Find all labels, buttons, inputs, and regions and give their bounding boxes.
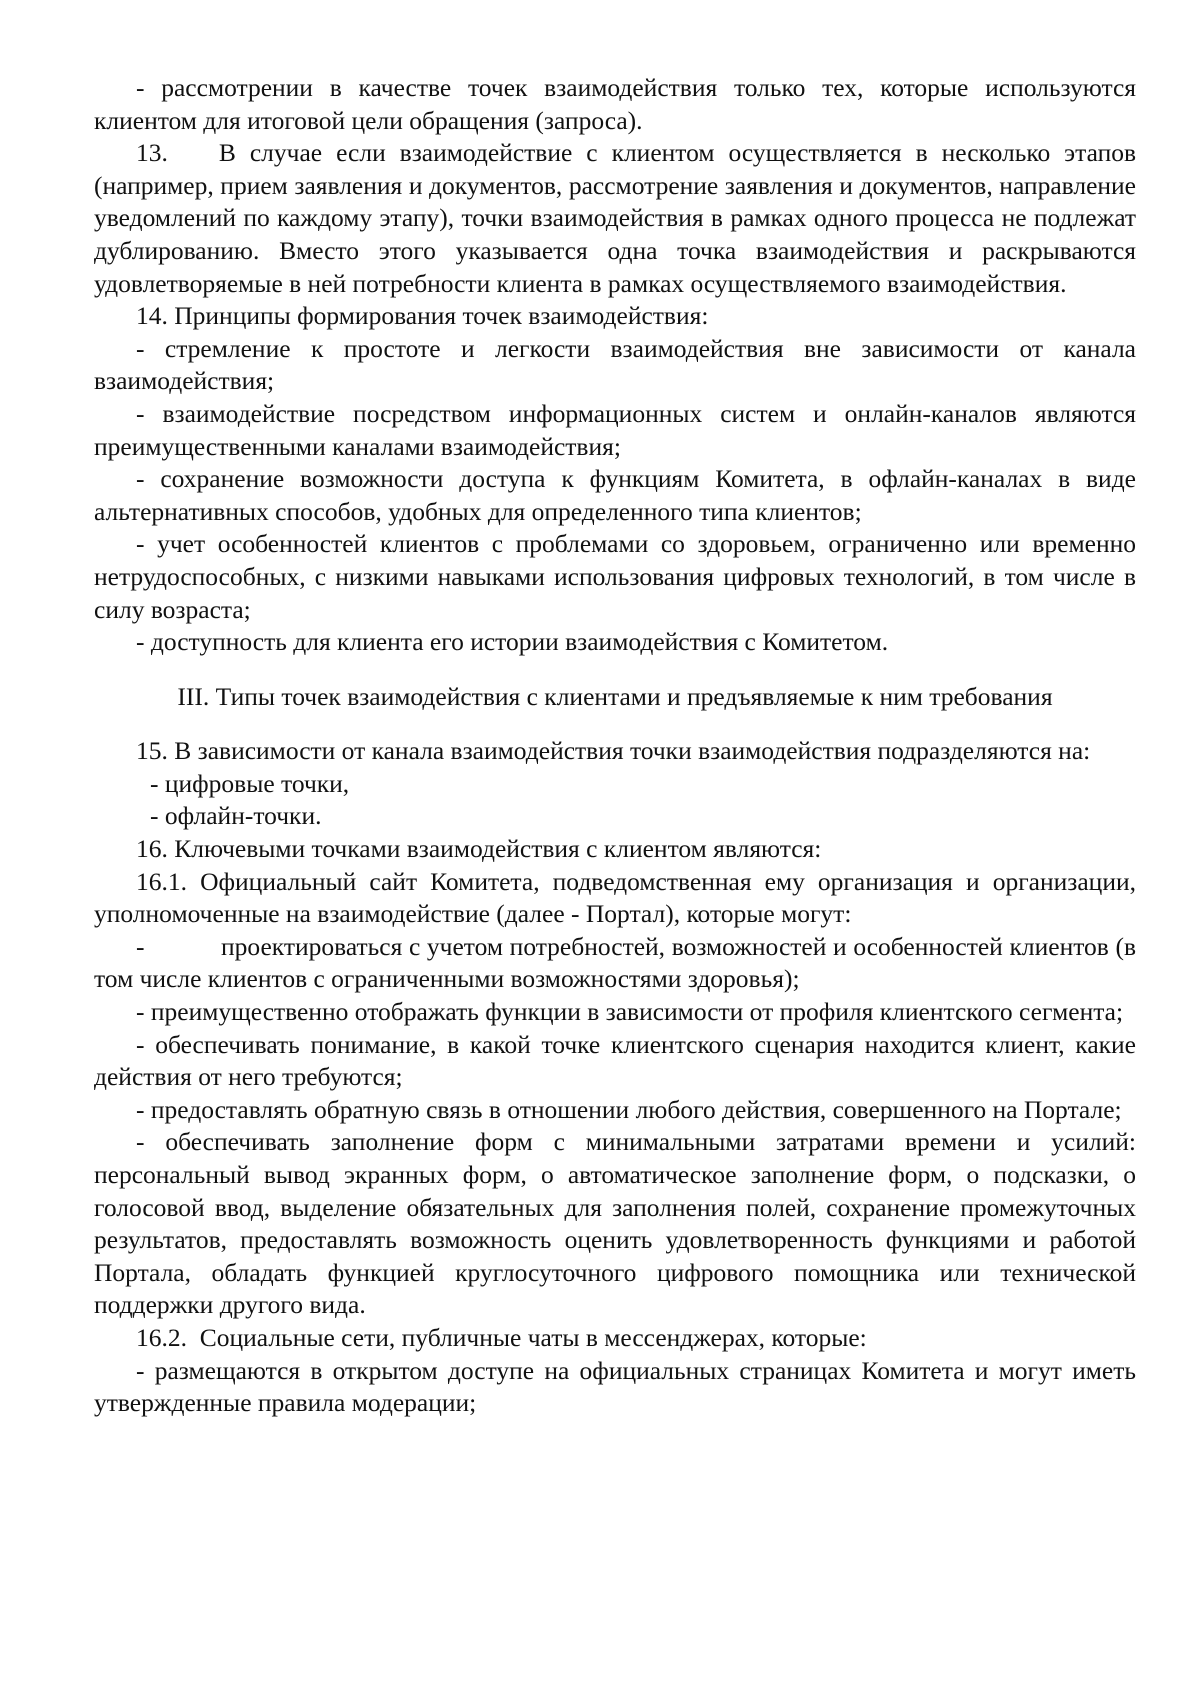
paragraph-16-2: 16.2. Социальные сети, публичные чаты в мессенджерах, которые: [136, 1322, 867, 1352]
paragraph-14: 14. Принципы формирования точек взаимодействия: [136, 301, 709, 331]
paragraph-bullet-consideration: - рассмотрении в качестве точек взаимодействия только тех, которые используются клиентом для итоговой цели обращения (запроса). [94, 73, 1136, 135]
paragraph-bullet-understanding: - обеспечивать понимание, в какой точке клиентского сценария находится клиент, какие действия от него требуются; [94, 1029, 1136, 1092]
paragraph-bullet-offline-points: - офлайн-точки. [150, 801, 322, 831]
paragraph-bullet-history: - доступность для клиента его истории взаимодействия с Комитетом. [136, 627, 889, 657]
paragraph-bullet-forms: - обеспечивать заполнение форм с минимальными затратами времени и усилий: персональный вывод экранных форм, о автоматическое заполнение форм, о подсказки, о голосовой ввод, выделение обязательных для заполнения полей, сохранение промежуточных результатов, предоставлять возможность оценить удовлетворенность функциями и работой Портала, обладать функцией круглосуточного цифрового помощника или технической поддержки другого вида. [94, 1127, 1136, 1320]
paragraph-13: 13. В случае если взаимодействие с клиентом осуществляется в несколько этапов (например, прием заявления и документов, рассмотрение заявления и документов, направление уведомлений по каждому этапу), точки взаимодействия в рамках одного процесса не подлежат дублированию. Вместо этого указывается одна точка взаимодействия и раскрываются удовлетворяемые в ней потребности клиента в рамках осуществляемого взаимодействия. [94, 138, 1136, 298]
section-heading: III. Типы точек взаимодействия с клиентами и предъявляемые к ним требования [177, 681, 1053, 711]
paragraph-16: 16. Ключевыми точками взаимодействия с клиентом являются: [136, 834, 822, 864]
paragraph-bullet-health: - учет особенностей клиентов с проблемами со здоровьем, ограниченно или временно нетрудоспособных, с низкими навыками использования цифровых технологий, в том числе в силу возраста; [94, 529, 1136, 624]
paragraph-16-1: 16.1. Официальный сайт Комитета, подведомственная ему организация и организации, уполномоченные на взаимодействие (далее - Портал), которые могут: [94, 866, 1136, 929]
paragraph-bullet-simplicity: - стремление к простоте и легкости взаимодействия вне зависимости от канала взаимодействия; [94, 333, 1136, 396]
paragraph-bullet-online-channels: - взаимодействие посредством информационных систем и онлайн-каналов являются преимущественными каналами взаимодействия; [94, 398, 1136, 461]
paragraph-bullet-profile: - преимущественно отображать функции в зависимости от профиля клиентского сегмента; [136, 997, 1124, 1027]
paragraph-bullet-moderation: - размещаются в открытом доступе на официальных страницах Комитета и могут иметь утвержденные правила модерации; [94, 1355, 1136, 1418]
paragraph-bullet-digital-points: - цифровые точки, [150, 768, 350, 798]
paragraph-bullet-offline-access: - сохранение возможности доступа к функциям Комитета, в офлайн-каналах в виде альтернативных способов, удобных для определенного типа клиентов; [94, 464, 1136, 526]
paragraph-15: 15. В зависимости от канала взаимодействия точки взаимодействия подразделяются на: [136, 736, 1091, 766]
paragraph-bullet-design: - проектироваться с учетом потребностей, возможностей и особенностей клиентов (в том числе клиентов с ограниченными возможностями здоровья); [94, 931, 1136, 994]
paragraph-bullet-feedback: - предоставлять обратную связь в отношении любого действия, совершенного на Портале; [136, 1094, 1122, 1124]
document-body [94, 72, 1136, 1420]
